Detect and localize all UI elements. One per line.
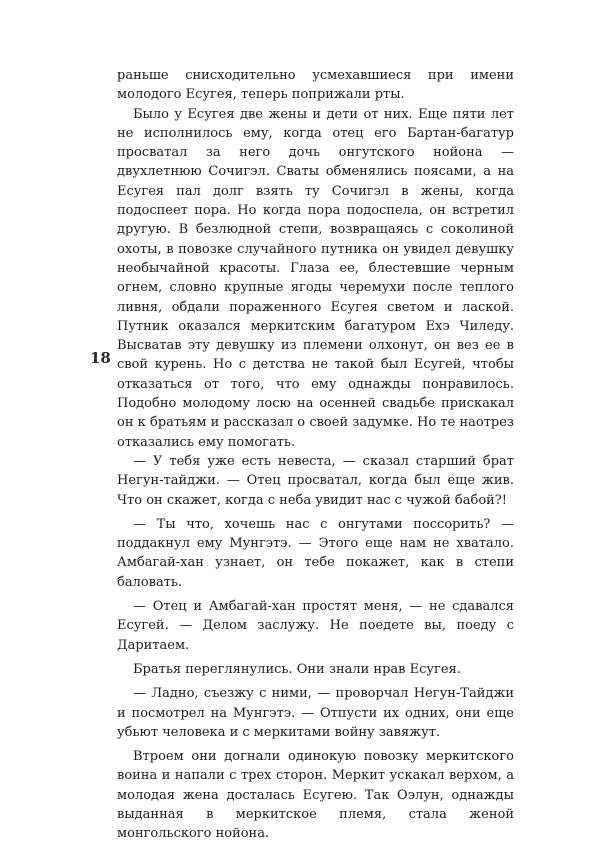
paragraph: — Отец и Амбагай-хан простят меня, — не сдавался Есугей. — Делом заслужу. Не поедете вы, поеду с Даритаем.	[117, 599, 514, 653]
paragraph: Было у Есугея две жены и дети от них. Еще пяти лет не исполнилось ему, когда отец его Бартан-багатур просватал за него дочь онгутского нойона — двухлетнюю Сочигэл. Сваты обменялись поясами, а на Есугея пал долг взять ту Сочигэл в жены, когда подоспеет пора. Но когда пора подоспела, он встретил другую. В безлюдной степи, возвращаясь с соколиной охоты, в повозке случайного путника он увидел девушку необычайной красоты. Глаза ее, блестевшие черным огнем, словно крупные ягоды черемухи после теплого ливня, обдали пораженного Есугея светом и лаской. Путник оказался меркитским багатуром Ехэ Чиледу. Высватав эту девушку из племени олхонут, он вез ее в свой курень. Но с детства не такой был Есугей, чтобы отказаться от того, что ему однажды понравилось. Подобно молодому лосю на осенней свадьбе прискакал он к братьям и рассказал о своей задумке. Но те наотрез отказались ему помогать.	[117, 106, 514, 450]
paragraph: раньше снисходительно усмехавшиеся при имени молодого Есугея, теперь поприжали рты.	[117, 68, 514, 103]
paragraph: Братья переглянулись. Они знали нрав Есугея.	[133, 661, 461, 677]
body-text	[117, 66, 514, 844]
paragraph: Втроем они догнали одинокую повозку меркитского воина и напали с трех сторон. Меркит ускакал верхом, а молодая жена досталась Есугею. Так Оэлун, однажды выданная в меркитское племя, стала женой монгольского нойона.	[117, 749, 514, 842]
paragraph: — Ладно, съезжу с ними, — проворчал Негун-Тайджи и посмотрел на Мунгэтэ. — Отпусти их одних, они еще убьют человека и с меркитами войну завяжут.	[117, 686, 514, 740]
paragraph: — Ты что, хочешь нас с онгутами поссорить? — поддакнул ему Мунгэтэ. — Этого еще нам не хватало. Амбагай-хан узнает, он тебе покажет, как в степи баловать.	[117, 516, 514, 590]
page-number: 18	[90, 349, 111, 367]
paragraph: — У тебя уже есть невеста, — сказал старший брат Негун-тайджи. — Отец просватал, когда был еще жив. Что он скажет, когда с неба увидит нас с чужой бабой?!	[117, 453, 514, 508]
